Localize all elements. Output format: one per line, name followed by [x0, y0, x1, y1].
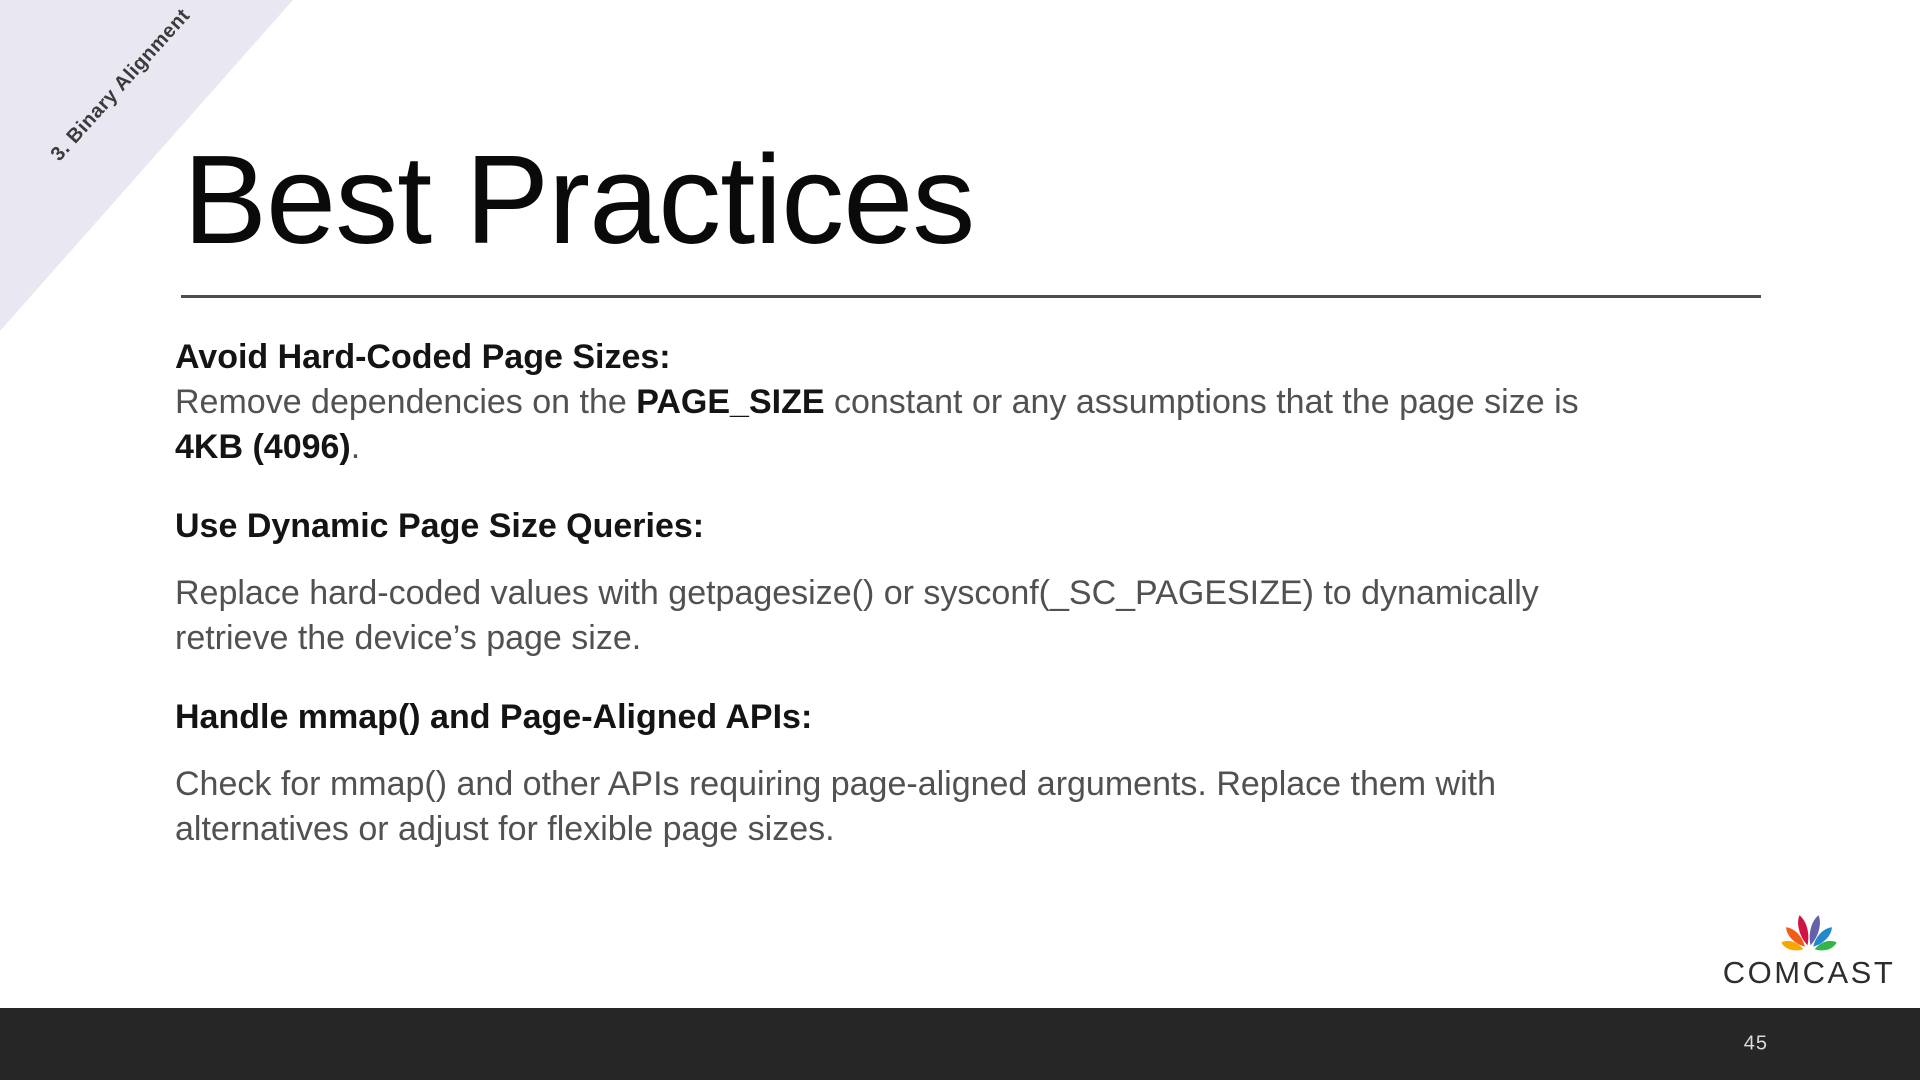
body-line: Remove dependencies on the PAGE_SIZE constant or any assumptions that the page size is	[175, 383, 1579, 421]
section-body	[175, 762, 1775, 852]
slide-title: Best Practices	[183, 129, 975, 270]
content-section	[175, 504, 1775, 661]
section-heading: Handle mmap() and Page-Aligned APIs:	[175, 698, 813, 736]
section-body	[175, 380, 1775, 470]
section-tag: 3. Binary Alignment	[46, 4, 195, 166]
content-section	[175, 695, 1775, 852]
peacock-icon	[1779, 912, 1839, 952]
content-section	[175, 335, 1775, 470]
page-number: 45	[1743, 1032, 1768, 1055]
slide-body	[175, 335, 1775, 852]
comcast-logo	[1721, 912, 1897, 991]
body-line: 4KB (4096).	[175, 428, 361, 466]
footer-bar	[0, 1008, 1920, 1080]
comcast-wordmark: COMCAST	[1722, 955, 1896, 990]
title-divider	[181, 295, 1761, 298]
section-heading: Use Dynamic Page Size Queries:	[175, 507, 705, 545]
body-line: alternatives or adjust for flexible page sizes.	[175, 810, 835, 848]
body-line: retrieve the device’s page size.	[175, 619, 642, 657]
body-line: Replace hard-coded values with getpagesize() or sysconf(_SC_PAGESIZE) to dynamically	[175, 574, 1539, 612]
section-heading: Avoid Hard-Coded Page Sizes:	[175, 338, 671, 376]
body-line: Check for mmap() and other APIs requiring page-aligned arguments. Replace them with	[175, 765, 1497, 803]
section-body	[175, 571, 1775, 661]
